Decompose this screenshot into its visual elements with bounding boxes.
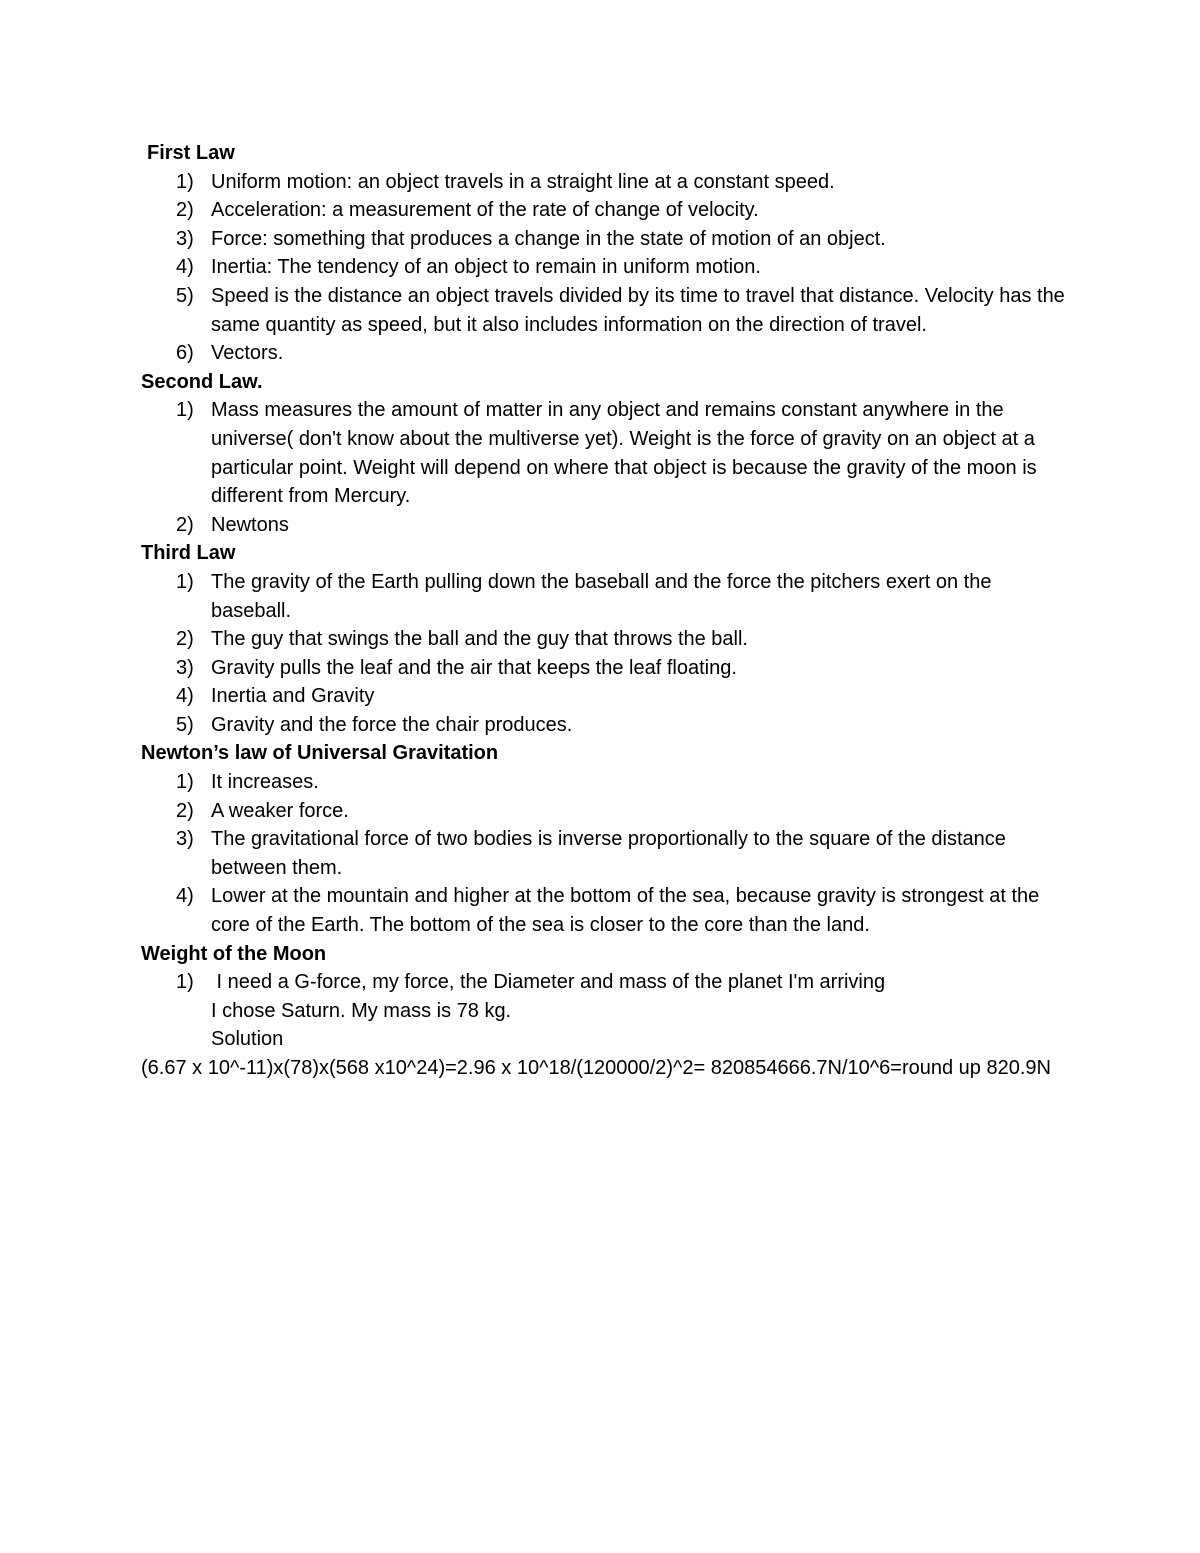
section-heading: Weight of the Moon — [141, 942, 327, 965]
continuation-line: Solution — [211, 1028, 284, 1051]
list-number: 1) — [176, 170, 194, 193]
section-heading: Third Law — [141, 542, 236, 565]
list-item — [141, 768, 1071, 797]
list-item-text: Gravity and the force the chair produces. — [211, 713, 573, 736]
list-number: 3) — [176, 656, 194, 679]
list-item-text: Speed is the distance an object travels divided by its time to travel that distance. Velocity has the same quantity as speed, but it also includes information on the direction of travel. — [211, 284, 1065, 336]
section-heading: First Law — [147, 142, 235, 164]
list-item — [141, 968, 1071, 997]
list-number: 5) — [176, 284, 194, 307]
list-item-text: Force: something that produces a change in the state of motion of an object. — [211, 227, 886, 250]
list-item — [141, 225, 1071, 254]
list-number: 4) — [176, 885, 194, 908]
list-number: 3) — [176, 227, 194, 250]
list-item — [141, 797, 1071, 826]
list-number: 5) — [176, 713, 194, 736]
list-item — [141, 825, 1071, 882]
list-number: 4) — [176, 685, 194, 708]
section-heading: Newton’s law of Universal Gravitation — [141, 742, 499, 765]
list-item — [141, 339, 1071, 368]
numbered-list — [141, 768, 1071, 940]
numbered-list — [141, 568, 1071, 740]
numbered-list — [141, 396, 1071, 539]
list-item-text: Inertia and Gravity — [211, 685, 375, 708]
list-number: 2) — [176, 628, 194, 651]
list-number: 1) — [176, 771, 194, 794]
list-number: 2) — [176, 799, 194, 822]
list-number: 1) — [176, 971, 194, 994]
numbered-list — [141, 968, 1071, 997]
list-number: 6) — [176, 342, 194, 365]
list-item-text: A weaker force. — [211, 799, 349, 822]
list-item — [141, 196, 1071, 225]
list-item — [141, 882, 1071, 939]
list-item — [141, 253, 1071, 282]
list-item — [141, 711, 1071, 740]
list-item-text: The gravitational force of two bodies is inverse proportionally to the square of the distance between them. — [211, 828, 1006, 879]
list-item — [141, 568, 1071, 625]
section-heading: Second Law. — [141, 370, 263, 393]
solution-equation: (6.67 x 10^-11)x(78)x(568 x10^24)=2.96 x 10^18/(120000/2)^2= 820854666.7N/10^6=round up 820.9N — [141, 1057, 1051, 1079]
list-item-text: The guy that swings the ball and the guy that throws the ball. — [211, 628, 748, 651]
document-body — [141, 139, 1071, 1083]
list-item-text: The gravity of the Earth pulling down the baseball and the force the pitchers exert on the baseball. — [211, 570, 992, 622]
list-number: 2) — [176, 199, 194, 222]
list-item-text: Acceleration: a measurement of the rate of change of velocity. — [211, 199, 759, 222]
list-item — [141, 396, 1071, 510]
list-item — [141, 511, 1071, 540]
list-item — [141, 625, 1071, 654]
list-item-text: I need a G-force, my force, the Diameter and mass of the planet I'm arriving — [211, 971, 886, 994]
list-item-text: Inertia: The tendency of an object to remain in uniform motion. — [211, 256, 761, 279]
list-item — [141, 168, 1071, 197]
list-number: 1) — [176, 570, 194, 593]
list-item — [141, 282, 1071, 339]
list-number: 2) — [176, 513, 194, 536]
list-item-text: Gravity pulls the leaf and the air that keeps the leaf floating. — [211, 656, 737, 679]
list-item-text: Mass measures the amount of matter in any object and remains constant anywhere in the universe( don't know about the multiverse yet). Weight is the force of gravity on an object at a particular point. Weight will depend on where that object is because the gravity of the moon is different from Mercury. — [211, 399, 1037, 508]
list-item-text: It increases. — [211, 771, 319, 794]
list-number: 1) — [176, 399, 194, 422]
list-item — [141, 654, 1071, 683]
list-item-text: Vectors. — [211, 342, 284, 365]
list-item-text: Uniform motion: an object travels in a straight line at a constant speed. — [211, 170, 835, 193]
list-item — [141, 682, 1071, 711]
list-item-text: Newtons — [211, 513, 289, 536]
list-number: 4) — [176, 256, 194, 279]
numbered-list — [141, 168, 1071, 368]
list-number: 3) — [176, 828, 194, 851]
continuation-line: I chose Saturn. My mass is 78 kg. — [211, 999, 512, 1022]
list-item-text: Lower at the mountain and higher at the bottom of the sea, because gravity is strongest at the core of the Earth. The bottom of the sea is closer to the core than the land. — [211, 885, 1040, 937]
